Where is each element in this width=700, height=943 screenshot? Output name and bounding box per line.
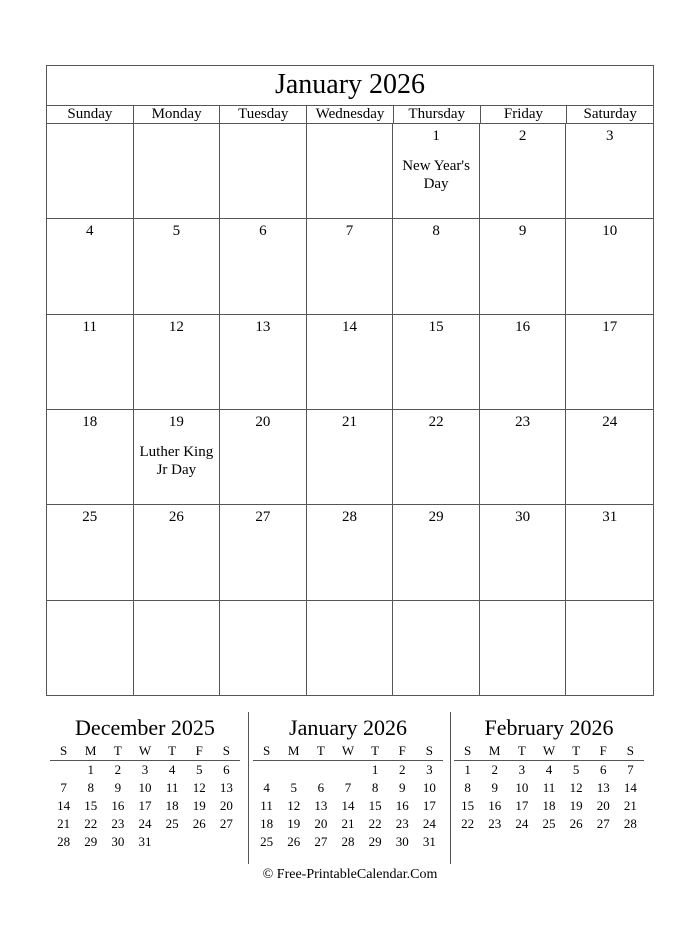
mini-day-number: 19 (192, 798, 206, 813)
mini-day-number (50, 761, 77, 779)
day-number: 27 (255, 509, 271, 526)
weekday-label: Monday (134, 105, 221, 123)
mini-weekday-label: S (222, 743, 231, 758)
mini-day-number: 11 (165, 780, 179, 795)
mini-weekday-label: T (316, 743, 325, 758)
mini-day-number: 26 (569, 816, 583, 831)
day-cell (307, 601, 394, 696)
mini-day-number: 9 (491, 780, 498, 795)
mini-day-number: 17 (515, 798, 529, 813)
day-cell (307, 124, 394, 219)
mini-day-number: 6 (223, 762, 230, 777)
mini-day-number: 27 (314, 834, 328, 849)
mini-day-number: 2 (114, 762, 122, 777)
day-number: 17 (602, 318, 618, 335)
day-number: 18 (82, 414, 98, 430)
mini-day-number: 25 (260, 834, 274, 849)
mini-day-number: 8 (464, 780, 471, 795)
mini-weekday-label: W (138, 743, 152, 758)
mini-calendar-title: February 2026 (484, 715, 614, 740)
mini-day-number: 12 (569, 780, 583, 795)
mini-day-number: 16 (395, 798, 409, 813)
mini-day-number: 28 (623, 816, 637, 831)
day-cell (393, 601, 480, 696)
mini-weekday-label: F (599, 743, 607, 758)
mini-day-number: 2 (491, 762, 498, 777)
mini-day-number: 11 (260, 798, 273, 813)
day-cell (480, 219, 567, 314)
mini-day-number: 30 (395, 834, 409, 849)
mini-day-number: 5 (196, 762, 203, 777)
mini-day-number: 5 (290, 780, 297, 795)
day-number: 28 (341, 509, 357, 526)
mini-day-number: 31 (138, 834, 152, 849)
day-cell (480, 410, 567, 505)
day-cell (47, 601, 134, 696)
day-cell (566, 315, 653, 410)
mini-day-number: 28 (57, 834, 71, 849)
mini-day-number: 7 (344, 780, 352, 795)
mini-day-number: 22 (368, 816, 382, 831)
day-number: 13 (255, 318, 271, 335)
day-cell (220, 124, 307, 219)
mini-day-number: 14 (57, 798, 71, 813)
mini-weekday-label: M (287, 743, 300, 758)
month-title: January 2026 (47, 66, 653, 106)
day-cell (480, 601, 567, 696)
day-cell (480, 315, 567, 410)
mini-day-number: 11 (542, 780, 556, 795)
mini-day-number: 24 (138, 816, 152, 831)
mini-day-number: 1 (87, 762, 94, 777)
mini-day-number (307, 761, 334, 779)
day-cell (393, 505, 480, 600)
mini-calendar-title: January 2026 (289, 715, 407, 740)
mini-day-number: 18 (542, 798, 556, 813)
mini-weekday-label: M (84, 743, 97, 758)
day-cell (307, 219, 394, 314)
mini-separator (450, 712, 451, 864)
weekday-label: Thursday (394, 105, 481, 123)
mini-day-number: 31 (422, 834, 436, 849)
mini-day-number: 15 (461, 798, 475, 813)
mini-day-number: 13 (596, 780, 610, 795)
day-cell (220, 315, 307, 410)
mini-weekday-label: T (113, 743, 122, 758)
mini-weekday-label: T (168, 743, 177, 758)
mini-day-number: 6 (600, 762, 607, 777)
mini-calendar-current (253, 714, 443, 851)
day-cell (566, 410, 653, 505)
mini-day-number: 27 (596, 816, 610, 831)
mini-weekday-label: F (398, 743, 406, 758)
mini-day-number: 17 (422, 798, 436, 813)
mini-day-number: 19 (569, 798, 583, 813)
day-cell (393, 219, 480, 314)
day-cell (47, 315, 134, 410)
mini-day-number: 23 (111, 816, 125, 831)
day-cell (134, 124, 221, 219)
weekday-header-row (47, 105, 653, 124)
mini-day-number: 4 (263, 780, 270, 795)
day-cell (480, 505, 567, 600)
mini-day-number: 26 (287, 834, 301, 849)
mini-day-number: 10 (515, 780, 529, 795)
mini-day-number: 4 (545, 762, 553, 777)
day-cell (566, 505, 653, 600)
day-cell (47, 505, 134, 600)
day-number: 5 (172, 223, 181, 240)
day-cell (566, 601, 653, 696)
mini-weekday-label: S (463, 743, 472, 758)
day-number: 1 (432, 128, 440, 144)
mini-day-number: 21 (623, 798, 637, 813)
day-number: 7 (345, 223, 354, 240)
mini-day-number: 25 (542, 816, 556, 831)
mini-weekday-label: T (517, 743, 526, 758)
mini-day-number: 16 (111, 798, 125, 813)
day-cell (47, 219, 134, 314)
mini-day-number: 29 (84, 834, 98, 849)
mini-separator (248, 712, 249, 864)
day-cell (220, 219, 307, 314)
day-cell (307, 505, 394, 600)
mini-day-number: 6 (317, 780, 325, 795)
mini-weekday-header (253, 742, 443, 761)
mini-day-number: 9 (399, 780, 406, 795)
mini-day-number: 5 (572, 762, 580, 777)
mini-weekday-header (454, 742, 644, 761)
footer-credit: © Free-PrintableCalendar.Com (262, 867, 438, 882)
mini-day-number: 15 (84, 798, 98, 813)
mini-day-number: 27 (219, 816, 233, 831)
mini-day-number: 28 (341, 834, 355, 849)
mini-day-number: 10 (422, 780, 436, 795)
mini-calendar-previous (50, 714, 240, 851)
mini-day-number: 16 (488, 798, 502, 813)
day-cell (134, 410, 221, 505)
mini-weekday-label: M (488, 743, 501, 758)
mini-weekday-label: S (626, 743, 635, 758)
day-cell (480, 124, 567, 219)
mini-weekday-header (50, 742, 240, 761)
mini-day-grid (454, 761, 644, 833)
day-number: 11 (82, 318, 97, 335)
mini-day-number: 23 (395, 816, 409, 831)
day-cell (220, 410, 307, 505)
day-cell (134, 315, 221, 410)
day-number: 3 (605, 128, 614, 144)
day-number: 26 (168, 509, 184, 526)
day-cell (307, 315, 394, 410)
day-number: 9 (518, 223, 527, 240)
day-number: 19 (168, 414, 184, 430)
weekday-label: Sunday (47, 105, 134, 123)
day-cell (307, 410, 394, 505)
day-cell (220, 505, 307, 600)
mini-day-number: 17 (138, 798, 152, 813)
day-number: 24 (602, 414, 618, 430)
day-number: 23 (515, 414, 531, 430)
mini-day-number (334, 761, 361, 779)
weekday-label: Friday (481, 105, 568, 123)
mini-day-grid (253, 761, 443, 851)
mini-day-number: 13 (219, 780, 233, 795)
mini-day-number: 10 (138, 780, 152, 795)
mini-day-number: 8 (371, 780, 379, 795)
day-cell (134, 505, 221, 600)
mini-day-number: 24 (422, 816, 436, 831)
mini-day-number: 18 (165, 798, 179, 813)
month-calendar (46, 65, 654, 696)
mini-day-number (253, 761, 280, 779)
mini-day-number: 14 (341, 798, 355, 813)
mini-day-number: 20 (219, 798, 233, 813)
day-number: 8 (432, 223, 440, 240)
day-cell (134, 601, 221, 696)
day-number: 14 (341, 318, 357, 335)
mini-day-number: 18 (260, 816, 274, 831)
holiday-label: Luther King Jr Day (139, 444, 214, 478)
day-number: 15 (428, 318, 444, 335)
mini-day-number: 22 (84, 816, 98, 831)
weekday-label: Tuesday (220, 105, 307, 123)
mini-day-number: 1 (371, 762, 379, 777)
mini-day-number: 13 (314, 798, 328, 813)
day-cell (566, 124, 653, 219)
mini-day-number: 9 (114, 780, 122, 795)
mini-day-number: 4 (168, 762, 176, 777)
mini-weekday-label: T (371, 743, 380, 758)
mini-weekday-label: W (341, 743, 355, 758)
mini-day-number: 19 (287, 816, 301, 831)
day-cell (393, 124, 480, 219)
day-number: 22 (428, 414, 444, 430)
mini-weekday-label: T (572, 743, 581, 758)
day-number: 4 (86, 223, 94, 240)
mini-day-number: 1 (464, 762, 471, 777)
mini-day-number: 26 (192, 816, 206, 831)
mini-day-grid (50, 761, 240, 851)
mini-day-number: 24 (515, 816, 529, 831)
mini-calendar-title: December 2025 (75, 715, 215, 740)
mini-day-number: 12 (287, 798, 301, 813)
day-number: 21 (341, 414, 357, 430)
mini-day-number (280, 761, 307, 779)
holiday-label: New Year's Day (402, 158, 470, 192)
day-cell (47, 410, 134, 505)
mini-weekday-label: S (59, 743, 68, 758)
day-cell (134, 219, 221, 314)
mini-day-number: 25 (165, 816, 179, 831)
day-number: 30 (515, 509, 531, 526)
mini-day-number: 20 (596, 798, 610, 813)
mini-weekday-label: S (425, 743, 434, 758)
mini-weekday-label: F (195, 743, 203, 758)
day-number: 6 (259, 223, 267, 240)
day-number: 16 (515, 318, 531, 335)
day-number: 29 (428, 509, 444, 526)
day-number: 31 (602, 509, 618, 526)
mini-day-number: 7 (627, 762, 634, 777)
mini-day-number: 7 (60, 780, 67, 795)
day-cell (220, 601, 307, 696)
day-number: 20 (255, 414, 271, 430)
mini-weekday-label: W (542, 743, 556, 758)
mini-day-number: 20 (314, 816, 328, 831)
mini-day-number: 29 (368, 834, 382, 849)
mini-calendar-next (454, 714, 644, 833)
mini-day-number: 3 (426, 762, 433, 777)
mini-day-number: 21 (341, 816, 355, 831)
mini-day-number: 2 (399, 762, 406, 777)
day-number: 12 (168, 318, 184, 335)
day-cell (393, 315, 480, 410)
mini-day-number: 22 (461, 816, 475, 831)
mini-day-number: 23 (488, 816, 502, 831)
day-number: 25 (82, 509, 98, 526)
day-number: 10 (602, 223, 618, 240)
weekday-label: Saturday (583, 106, 637, 122)
day-grid (47, 124, 653, 696)
day-cell (393, 410, 480, 505)
mini-day-number: 21 (57, 816, 71, 831)
mini-day-number: 3 (141, 762, 149, 777)
day-number: 2 (518, 128, 527, 144)
day-cell (47, 124, 134, 219)
mini-day-number: 15 (368, 798, 382, 813)
mini-weekday-label: S (262, 743, 271, 758)
weekday-label: Wednesday (307, 105, 394, 123)
mini-day-number: 14 (623, 780, 637, 795)
mini-day-number: 30 (111, 834, 125, 849)
day-cell (566, 219, 653, 314)
mini-day-number: 8 (87, 780, 94, 795)
mini-day-number: 3 (518, 762, 526, 777)
mini-day-number: 12 (192, 780, 206, 795)
